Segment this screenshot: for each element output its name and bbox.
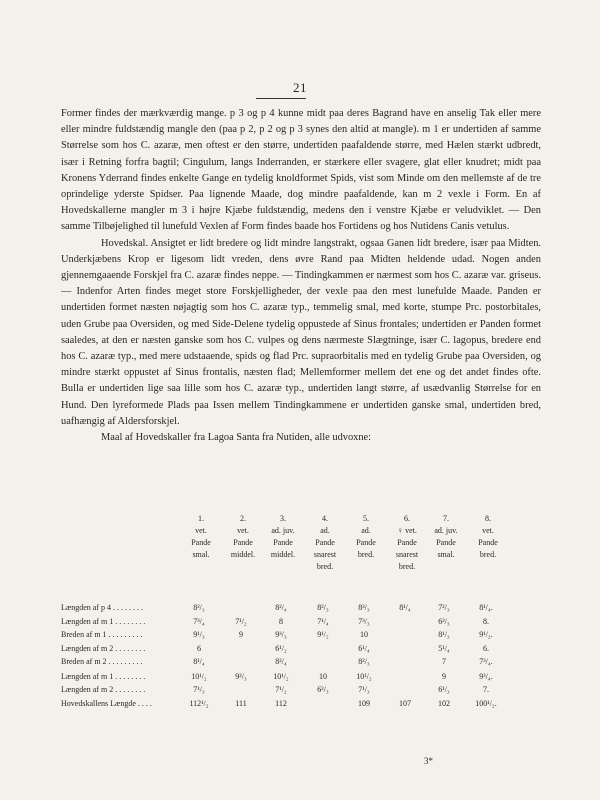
column-header-line: middel. [230, 550, 256, 559]
column-header-line: 5. [363, 514, 369, 523]
column-header-line: Pande [233, 538, 253, 547]
column-header-line: vet. [237, 526, 249, 535]
table-cell: 111 [235, 699, 247, 708]
column-header-line: 4. [322, 514, 328, 523]
column-header-line: ♀ vet. [397, 526, 417, 535]
table-cell: 9²/₃ [235, 672, 247, 681]
table-cell: 7¹/₂ [235, 617, 247, 626]
table-cell: 10¹/₂ [356, 672, 372, 681]
column-header-line: 6. [404, 514, 410, 523]
table-cell: 9¹/₃ [193, 630, 205, 639]
table-cell: 10¹/₂ [273, 672, 289, 681]
column-header-line: Pande [356, 538, 376, 547]
table-cell: 7¹/₃ [358, 685, 370, 694]
table-cell: 10¹/₂ [191, 672, 207, 681]
column-header-line: ad. [320, 526, 330, 535]
table-header [61, 513, 541, 601]
column-header-line: bred. [357, 550, 375, 559]
table-cell: 7. [483, 685, 489, 694]
column-header-line: 3. [280, 514, 286, 523]
column-header-8 [466, 513, 510, 561]
table-cell: 6²/₃ [438, 617, 450, 626]
table-cell: 10 [360, 630, 368, 639]
table-cell: 100¹/₂. [475, 699, 497, 708]
table-cell: 9 [239, 630, 243, 639]
table-cell: 9³/₄. [479, 672, 493, 681]
table-cell: 6 [197, 644, 201, 653]
row-label: Længden af p 4 . . . . . . . . [61, 603, 143, 612]
column-header-line: bred. [316, 562, 334, 571]
column-header-5 [344, 513, 388, 561]
column-header-line: ad. juv. [434, 526, 458, 535]
row-label: Længden af m 1 . . . . . . . . [61, 617, 146, 626]
table-cell: 6²/₃ [317, 685, 329, 694]
column-header-line: ad. juv. [271, 526, 295, 535]
column-header-line: vet. [482, 526, 494, 535]
column-header-line: Pande [397, 538, 417, 547]
table-cell: 112¹/₂ [189, 699, 209, 708]
column-header-line: vet. [195, 526, 207, 535]
table-cell: 6¹/₂ [275, 644, 287, 653]
table-row [61, 699, 541, 712]
table-cell: 6. [483, 644, 489, 653]
table-cell: 7³/₄ [193, 617, 205, 626]
table-cell: 8²/₃ [317, 603, 329, 612]
column-header-line: snarest [395, 550, 419, 559]
table-cell: 9³/₃ [275, 630, 287, 639]
table-cell: 107 [399, 699, 411, 708]
table-cell: 8 [279, 617, 283, 626]
column-header-line: Pande [478, 538, 498, 547]
table-cell: 10 [319, 672, 327, 681]
column-header-line: smal. [437, 550, 455, 559]
column-header-line: 2. [240, 514, 246, 523]
column-header-line: 1. [198, 514, 204, 523]
table-cell: 7³/₄. [479, 657, 493, 666]
row-label: Breden af m 2 . . . . . . . . . [61, 657, 143, 666]
column-header-3 [261, 513, 305, 561]
table-row [61, 617, 541, 630]
table-cell: 7²/₃ [438, 603, 450, 612]
paragraph-skull: Hovedskal. Ansigtet er lidt bredere og lidt mindre langstrakt, ogsaa Ganen lidt bredere, især paa Midten. Underkjæbens Krop er ligesom lidt vreden, dens øvre Rand paa Midten heldende udad. Nogen anden gjennemgaaende Forskjel fra C. azaræ findes neppe. — Tindingkammen er nærmest som hos C. azaræ var. griseus. — Indenfor Arten findes meget store Forskjelligheder, der vexle paa den mest lunefulde Maade. Panden er undertiden formet næsten nøjagtig som hos C. azaræ typ., temmelig smal, med korte, stumpe Prc. postorbitales, uden Grube paa Oversiden, og med Side-Delene tydelig oppustede af Sinus frontales; undertiden er Panden formet saaledes, at den er næsten ganske som hos C. vulpes og dens nærmeste Slægtninge, især C. lagopus, bredere end hos C. azaræ typ., med mere udstaaende, spids og flad Prc. supraorbitalis med en tydelig Grube paa Oversiden, og mindre stærkt oppustet af Sinus frontalis, næsten flad; Mellemformer mellem det ene og det andet findes ofte. Bulla er undertiden lige saa lille som hos C. azaræ typ., undertiden langt større, af usædvanlig Størrelse for en Hund. Den lyreformede Plads paa Issen mellem Tindingkammene er undertiden ganske smal, undertiden bred, uafhængig af Aldersforskjel. [61, 237, 541, 427]
table-cell: 6¹/₄ [358, 644, 370, 653]
table-cell: 8²/₄ [275, 657, 287, 666]
table-cell: 8²/₃ [358, 657, 370, 666]
column-header-line: Pande [315, 538, 335, 547]
column-header-line: bred. [398, 562, 416, 571]
table-row [61, 644, 541, 657]
row-label: Længden af m 2 . . . . . . . . [61, 644, 146, 653]
table-cell: 7¹/₃ [193, 685, 205, 694]
table-cell: 7³/₃ [358, 617, 370, 626]
signature-mark: 3* [424, 756, 433, 766]
row-label: Længden af m 1 . . . . . . . . [61, 672, 146, 681]
column-header-6 [385, 513, 429, 573]
column-header-line: snarest [313, 550, 337, 559]
row-label: Breden af m 1 . . . . . . . . . [61, 630, 143, 639]
row-label: Længden af m 2 . . . . . . . . [61, 685, 146, 694]
column-header-line: smal. [192, 550, 210, 559]
paragraph-teeth: Former findes der mærkværdig mange. p 3 og p 4 kunne midt paa deres Bagrand have en anselig Tak eller mere eller mindre fuldstændig mangle den (paa p 2, p 2 og p 3 synes den altid at mangle). m 1 er undertiden af samme Størrelse som hos C. azaræ, men oftest er den større, undertiden paafaldende større, med Hælen stærkt udbredt, især i Retning forfra bagtil; Cingulum, langs Inderranden, er stærkere eller svagere, glat eller knudret; midt paa Kronens Yderrand findes enkelte Gange en tydelig knoldformet Spids, vist som Minde om den mellemste af de tre oprindelige yderste Spidser. Paa lignende Maade, dog mindre paafaldende, kan m 2 vexle i Form. En af Hovedskallerne mangler m 3 i højre Kjæbe fuldstændig, medens den i venstre Kjæbe er veludviklet. — Den samme Tilbøjelighed til lunefuld Vexlen af Form findes baade hos Fortidens og hos Nutidens Canis vetulus. [61, 108, 541, 233]
table-cell: 7¹/₄ [317, 617, 329, 626]
column-header-4 [303, 513, 347, 573]
table-cell: 7¹/₂ [275, 685, 287, 694]
column-header-line: bred. [479, 550, 497, 559]
table-row [61, 685, 541, 698]
table-cell: 112 [275, 699, 287, 708]
table-row [61, 657, 541, 670]
table-row [61, 630, 541, 643]
column-header-1 [179, 513, 223, 561]
table-cell: 9 [442, 672, 446, 681]
column-header-line: ad. [361, 526, 371, 535]
page-number: 21 [293, 80, 307, 95]
table-cell: 8²/₃ [193, 603, 205, 612]
table-cell: 8. [483, 617, 489, 626]
table-cell: 8³/₃ [358, 603, 370, 612]
table-cell: 6¹/₃ [438, 685, 450, 694]
table-cell: 9¹/₂. [479, 630, 493, 639]
column-header-line: Pande [273, 538, 293, 547]
body-text [61, 106, 541, 446]
table-cell: 109 [358, 699, 370, 708]
table-cell: 8²/₄ [275, 603, 287, 612]
table-cell: 102 [438, 699, 450, 708]
table-cell: 8¹/₄ [193, 657, 205, 666]
column-header-line: middel. [270, 550, 296, 559]
table-cell: 8¹/₃ [438, 630, 450, 639]
column-header-line: Pande [436, 538, 456, 547]
table-row [61, 603, 541, 616]
column-header-line: Pande [191, 538, 211, 547]
table-row [61, 672, 541, 685]
table-cell: 7 [442, 657, 446, 666]
column-header-line: 7. [443, 514, 449, 523]
row-label: Hovedskallens Længde . . . . [61, 699, 152, 708]
table-cell: 9¹/₂ [317, 630, 329, 639]
table-cell: 8¹/₄ [399, 603, 411, 612]
page-number-rule [256, 98, 306, 99]
column-header-7 [424, 513, 468, 561]
table-caption: Maal af Hovedskaller fra Lagoa Santa fra Nutiden, alle udvoxne: [101, 432, 372, 444]
table-cell: 8¹/₄. [479, 603, 493, 612]
table-cell: 5¹/₄ [438, 644, 450, 653]
column-header-2 [221, 513, 265, 561]
column-header-line: 8. [485, 514, 491, 523]
